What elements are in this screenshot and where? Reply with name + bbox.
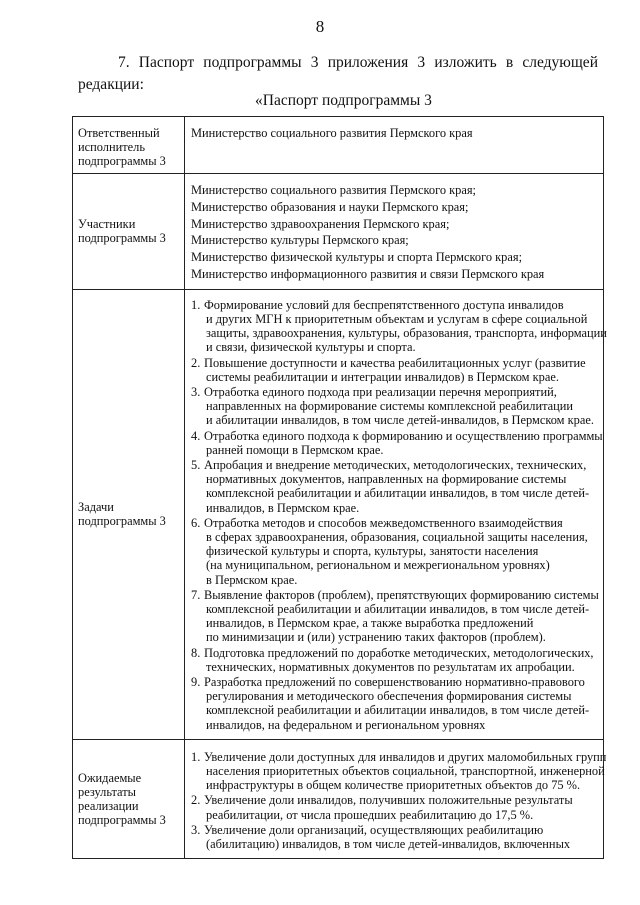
intro-line-2: редакции: (78, 76, 144, 93)
row-results (73, 739, 604, 858)
row-tasks (73, 289, 604, 739)
task-item: 1. Формирование условий для беспрепятственного доступа инвалидов и других МГН к приоритетным объектам и услугам в сфере социальной защиты, здравоохранения, культуры, образования, транспорта, информации и связи, физической культуры и спорта. (191, 297, 607, 355)
participant-item: Министерство образования и науки Пермского края; (191, 199, 469, 214)
participant-item: Министерство информационного развития и связи Пермского края (191, 266, 545, 281)
executor-label: Ответственный исполнитель подпрограммы 3 (73, 117, 185, 174)
executor-value: Министерство социального развития Пермского края (185, 117, 604, 174)
task-item: 5. Апробация и внедрение методических, методологических, технических, нормативных документов, направленных на формирование системы комплексной реабилитации и абилитации инвалидов, в том числе детей- инвалидов, в Пермском крае. (191, 458, 590, 515)
participant-item: Министерство здравоохранения Пермского края; (191, 216, 450, 231)
task-item: 9. Разработка предложений по совершенствованию нормативно-правового регулирования и методического обеспечения формирования системы комплексной реабилитации и абилитации инвалидов, в том числе детей- инвалидов, на федеральном и региональном уровнях (191, 675, 590, 732)
task-item: 8. Подготовка предложений по доработке методических, методологических, технических, нормативных документов по результатам их апробации. (191, 645, 594, 674)
tasks-label: Задачи подпрограммы 3 (73, 289, 185, 739)
results-list (185, 739, 607, 858)
participant-item: Министерство физической культуры и спорта Пермского края; (191, 250, 523, 265)
participants-label: Участники подпрограммы 3 (73, 174, 185, 290)
results-label: Ожидаемые результаты реализации подпрограммы 3 (73, 739, 185, 858)
result-item: 2. Увеличение доли инвалидов, получивших положительные результаты реабилитации, от числа прошедших реабилитацию до 17,5 %. (191, 793, 573, 822)
intro-paragraph (78, 52, 598, 96)
participants-list (185, 174, 604, 290)
row-executor (73, 117, 604, 174)
participant-item: Министерство культуры Пермского края; (191, 233, 409, 248)
task-item: 6. Отработка методов и способов межведомственного взаимодействия в сферах здравоохранения, образования, социальной защиты населения, физической культуры и спорта, культуры, занятости населения (на муниципальном, региональном и межрегиональном уровнях) в Пермском крае. (191, 515, 588, 587)
task-item: 3. Отработка единого подхода при реализации перечня мероприятий, направленных на формирование системы комплексной реабилитации и абилитации инвалидов, в том числе детей-инвалидов, в Пермском крае. (191, 385, 594, 428)
result-item: 3. Увеличение доли организаций, осуществляющих реабилитацию (абилитацию) инвалидов, в том числе детей-инвалидов, включенных (191, 822, 571, 852)
participant-item: Министерство социального развития Пермского края; (191, 183, 477, 197)
task-item: 4. Отработка единого подхода к формированию и осуществлению программы ранней помощи в Пермском крае. (191, 428, 603, 457)
intro-line-1: 7. Паспорт подпрограммы 3 приложения 3 изложить в следующей (118, 54, 598, 71)
result-item: 1. Увеличение доли доступных для инвалидов и других маломобильных групп населения приоритетных объектов социальной, транспортной, инженерной инфраструктуры в общем количестве приоритетных объектов до 75 %. (191, 749, 607, 793)
page-number: 8 (315, 17, 325, 36)
row-participants (73, 174, 604, 290)
passport-table (72, 116, 607, 859)
task-item: 7. Выявление факторов (проблем), препятствующих формированию системы комплексной реабилитации и абилитации инвалидов, в том числе детей- инвалидов, в Пермском крае, а также выработка предложений по минимизации и (или) устранению таких факторов (проблем). (191, 587, 599, 645)
tasks-list (185, 289, 607, 739)
task-item: 2. Повышение доступности и качества реабилитационных услуг (развитие системы реабилитации и интеграции инвалидов) в Пермском крае. (191, 355, 586, 384)
passport-heading: «Паспорт подпрограммы 3 (255, 92, 432, 109)
